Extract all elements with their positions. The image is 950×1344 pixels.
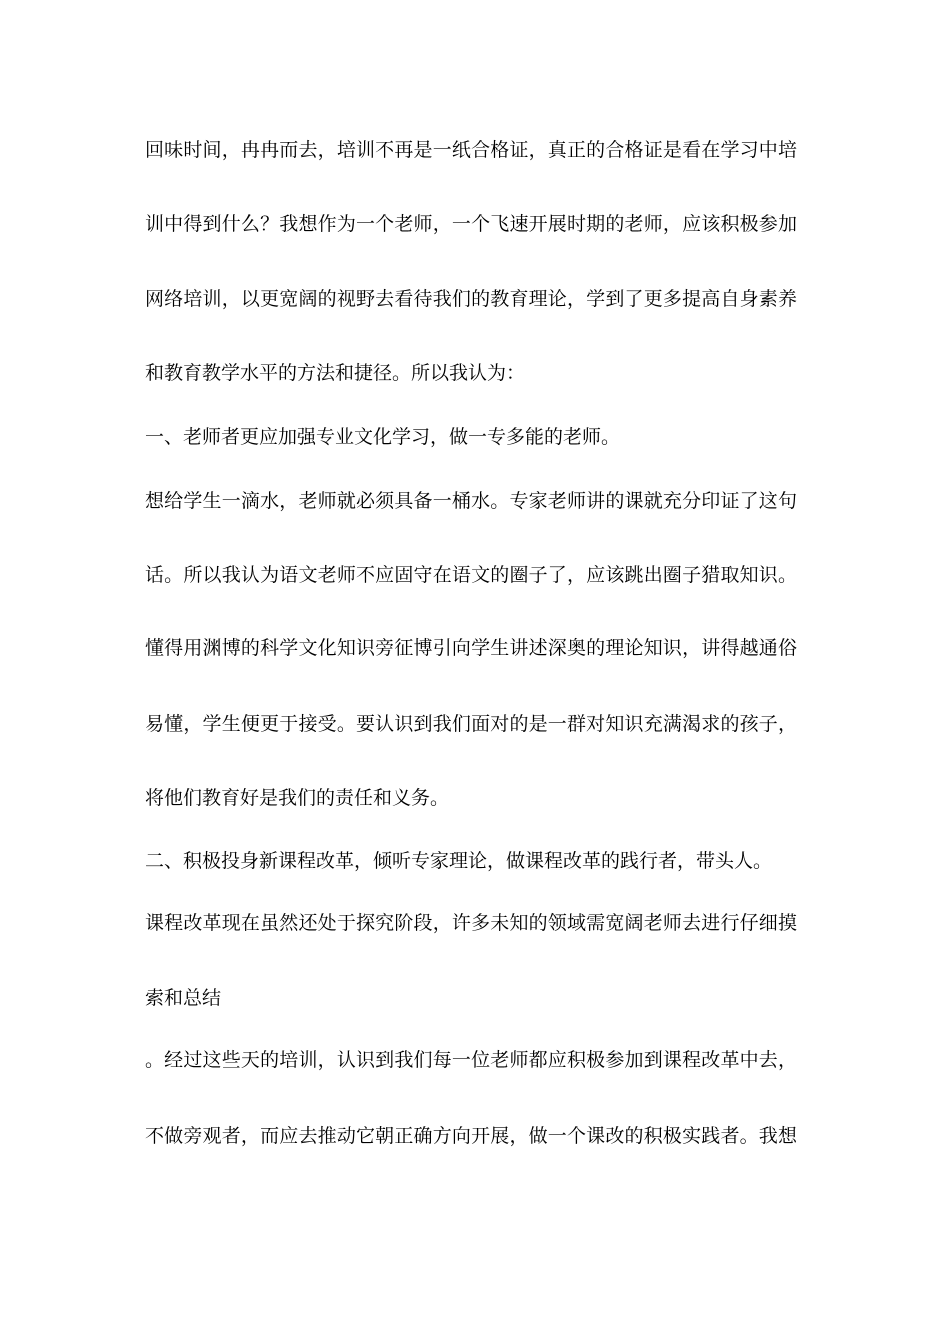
section-heading: 一、老师者更应加强专业文化学习，做一专多能的老师。: [145, 426, 621, 448]
text-line: 懂得用渊博的科学文化知识旁征博引向学生讲述深奥的理论知识，讲得越通俗: [145, 637, 797, 659]
text-line: 话。所以我认为语文老师不应固守在语文的圈子了，应该跳出圈子猎取知识。: [145, 564, 797, 586]
text-line: 不做旁观者，而应去推动它朝正确方向开展，做一个课改的积极实践者。我想: [145, 1125, 797, 1147]
text-line: 。经过这些天的培训，认识到我们每一位老师都应积极参加到课程改革中去，: [145, 1049, 797, 1071]
text-line: 网络培训，以更宽阔的视野去看待我们的教育理论，学到了更多提高自身素养: [145, 288, 797, 310]
text-line: 想给学生一滴水，老师就必须具备一桶水。专家老师讲的课就充分印证了这句: [145, 490, 797, 512]
text-line: 将他们教育好是我们的责任和义务。: [145, 787, 450, 809]
text-line: 训中得到什么？我想作为一个老师，一个飞速开展时期的老师，应该积极参加: [145, 213, 797, 235]
text-line: 和教育教学水平的方法和捷径。所以我认为：: [145, 362, 526, 384]
text-line: 回味时间，冉冉而去，培训不再是一纸合格证，真正的合格证是看在学习中培: [145, 139, 797, 161]
text-line: 课程改革现在虽然还处于探究阶段，许多未知的领域需宽阔老师去进行仔细摸: [145, 912, 797, 934]
section-heading: 二、积极投身新课程改革，倾听专家理论，做课程改革的践行者，带头人。: [145, 850, 773, 872]
text-line: 索和总结: [145, 987, 222, 1009]
text-line: 易懂，学生便更于接受。要认识到我们面对的是一群对知识充满渴求的孩子，: [145, 713, 797, 735]
